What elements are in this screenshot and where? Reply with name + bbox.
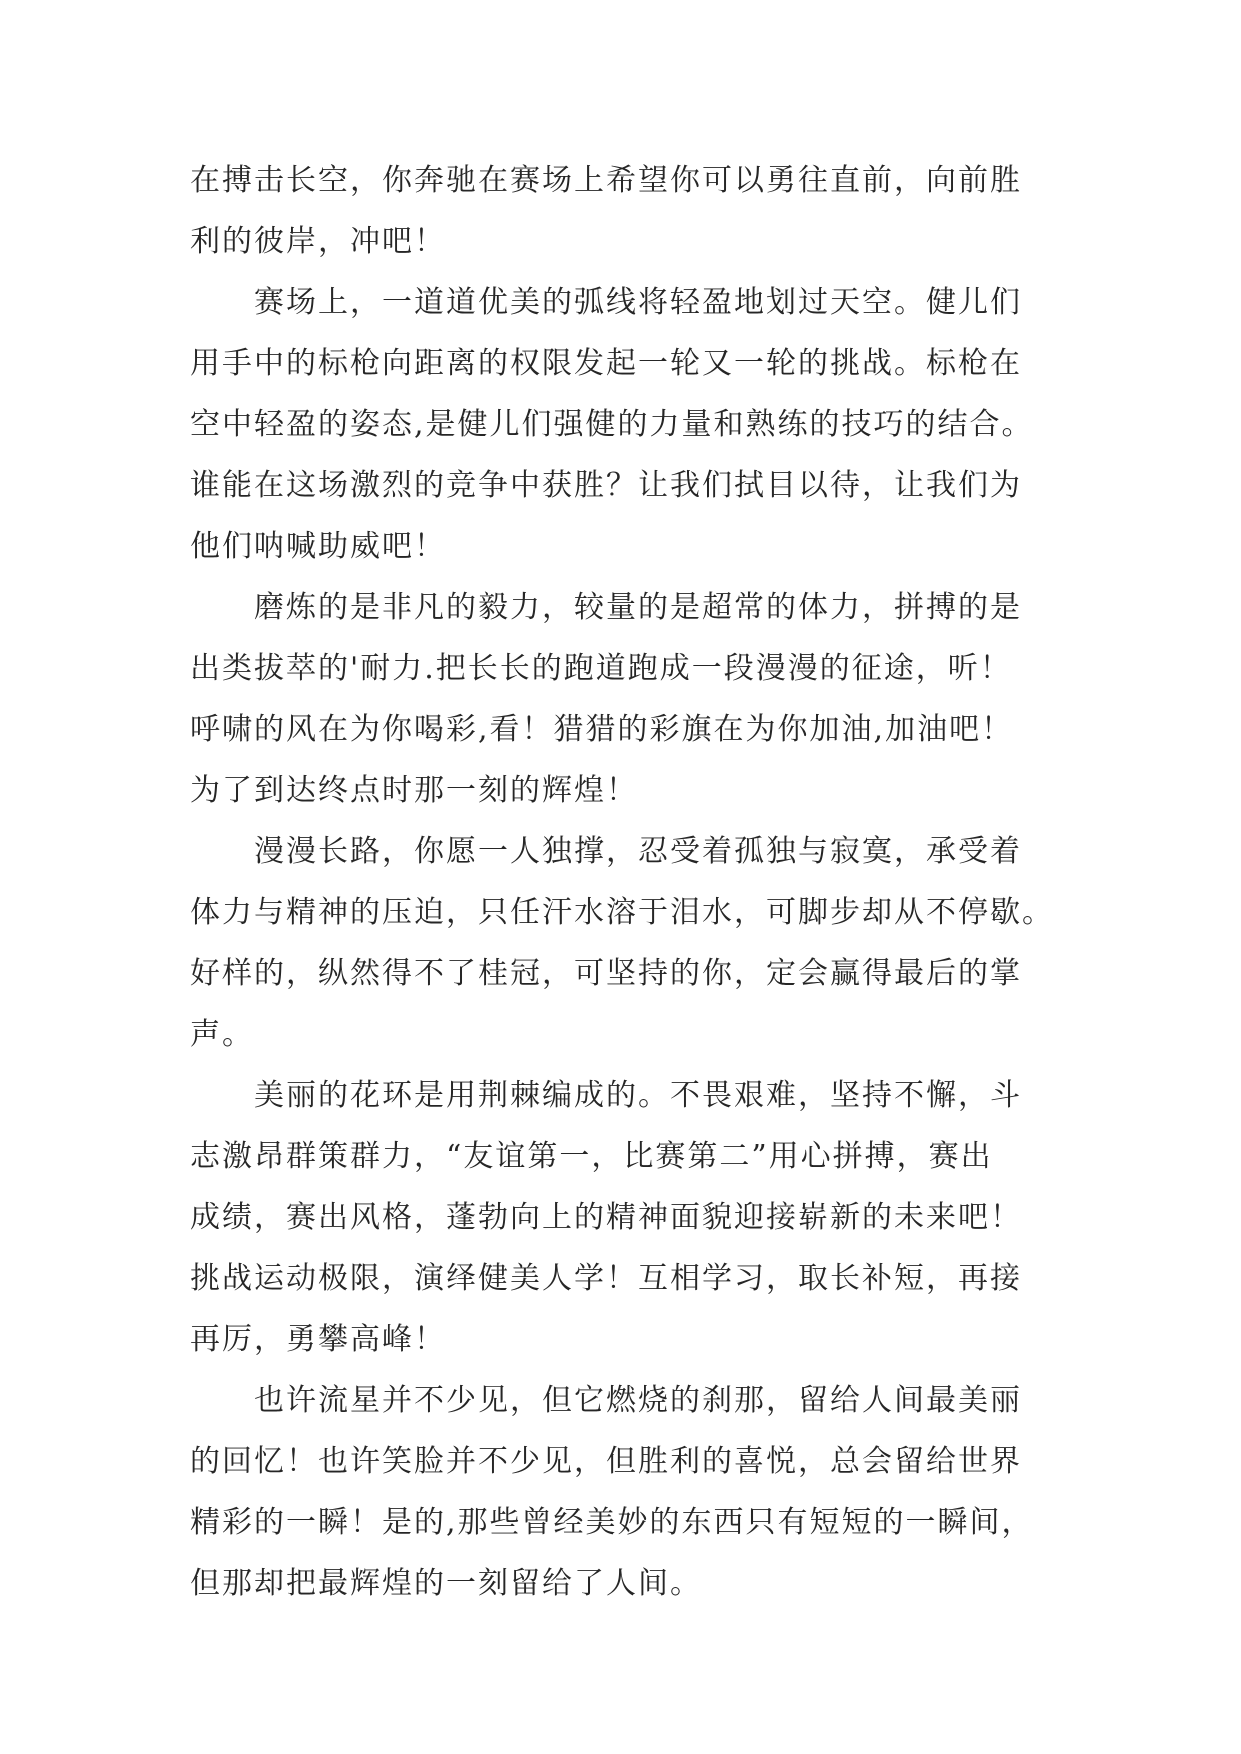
text-line: 志激昂群策群力，“友谊第一，比赛第二”用心拼搏，赛出: [190, 1139, 993, 1174]
text-line: 出类拔萃的'耐力.把长长的跑道跑成一段漫漫的征途，听！: [190, 651, 1012, 686]
text-line: 呼啸的风在为你喝彩,看！猎猎的彩旗在为你加油,加油吧！: [190, 712, 1014, 747]
text-line: 的回忆！也许笑脸并不少见，但胜利的喜悦，总会留给世界: [190, 1444, 1022, 1479]
text-line: 为了到达终点时那一刻的辉煌！: [190, 773, 638, 808]
text-line: 他们呐喊助威吧！: [190, 529, 446, 564]
text-line: 在搏击长空，你奔驰在赛场上希望你可以勇往直前，向前胜: [190, 163, 1022, 198]
text-line: 但那却把最辉煌的一刻留给了人间。: [190, 1566, 702, 1601]
text-line: 谁能在这场激烈的竞争中获胜？让我们拭目以待，让我们为: [190, 468, 1022, 503]
text-line: 利的彼岸，冲吧！: [190, 224, 446, 259]
text-line: 赛场上，一道道优美的弧线将轻盈地划过天空。健儿们: [190, 285, 1022, 320]
text-line: 美丽的花环是用荆棘编成的。不畏艰难，坚持不懈，斗: [190, 1078, 1022, 1113]
text-line: 空中轻盈的姿态,是健儿们强健的力量和熟练的技巧的结合。: [190, 407, 1034, 442]
text-line: 再厉，勇攀高峰！: [190, 1322, 446, 1357]
text-line: 也许流星并不少见，但它燃烧的刹那，留给人间最美丽: [190, 1383, 1022, 1418]
text-line: 漫漫长路，你愿一人独撑，忍受着孤独与寂寞，承受着: [190, 834, 1022, 869]
document-text-body: [190, 150, 1052, 1614]
text-line: 体力与精神的压迫，只任汗水溶于泪水，可脚步却从不停歇。: [190, 895, 1054, 930]
text-line: 挑战运动极限，演绎健美人学！互相学习，取长补短，再接: [190, 1261, 1022, 1296]
text-line: 成绩，赛出风格，蓬勃向上的精神面貌迎接崭新的未来吧！: [190, 1200, 1022, 1235]
text-line: 精彩的一瞬！是的,那些曾经美妙的东西只有短短的一瞬间，: [190, 1505, 1034, 1540]
text-line: 声。: [190, 1017, 254, 1052]
text-line: 磨炼的是非凡的毅力，较量的是超常的体力，拼搏的是: [190, 590, 1022, 625]
text-line: 用手中的标枪向距离的权限发起一轮又一轮的挑战。标枪在: [190, 346, 1022, 381]
text-line: 好样的，纵然得不了桂冠，可坚持的你，定会赢得最后的掌: [190, 956, 1022, 991]
